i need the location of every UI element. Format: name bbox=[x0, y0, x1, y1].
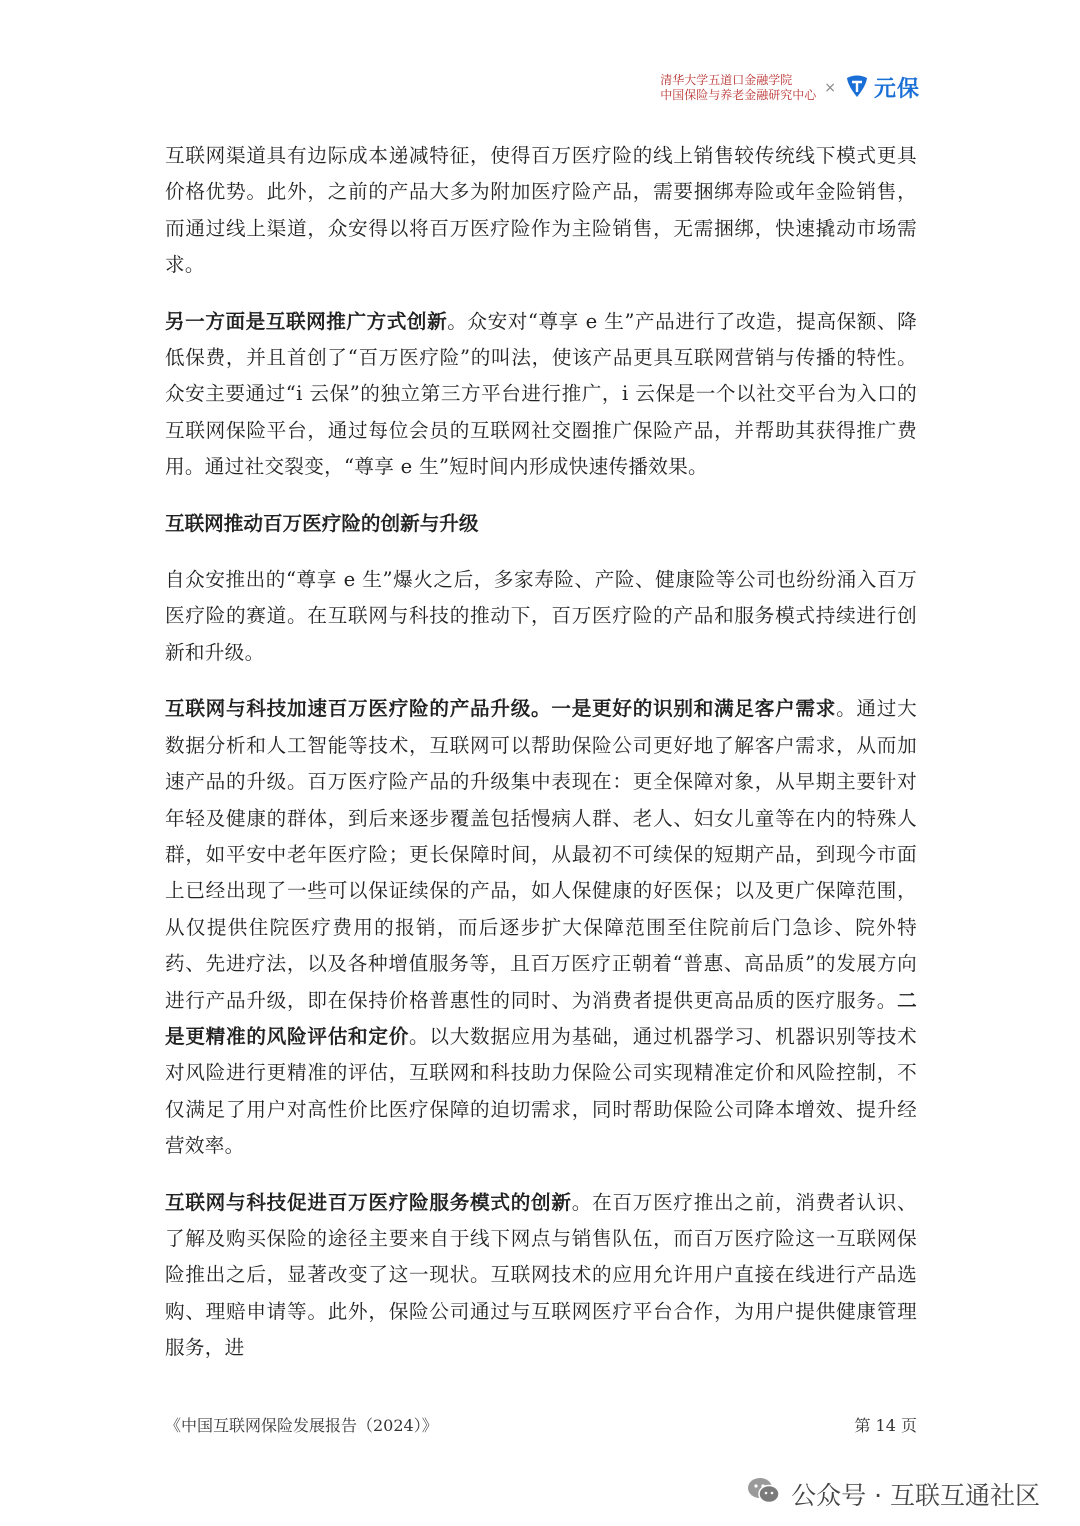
wechat-watermark bbox=[747, 1476, 1040, 1512]
wechat-icon bbox=[747, 1476, 791, 1512]
paragraph-5 bbox=[165, 1185, 917, 1367]
yuanbao-logo bbox=[844, 72, 920, 103]
paragraph-4-text-2: 。以大数据应用为基础，通过机器学习、机器识别等技术对风险进行更精准的评估，互联网和科技助力保险公司实现精准定价和风险控制，不仅满足了用户对高性价比医疗保障的迫切需求，同时帮助保险公司降本增效、提升经营效率。 bbox=[165, 1024, 918, 1158]
paragraph-5-text: 。在百万医疗推出之前，消费者认识、了解及购买保险的途径主要来自于线下网点与销售队伍，而百万医疗险这一互联网保险推出之后，显著改变了这一现状。互联网技术的应用允许用户直接在线进行产品选购、理赔申请等。此外，保险公司通过与互联网医疗平台合作，为用户提供健康管理服务，进 bbox=[165, 1190, 918, 1360]
paragraph-5-lead: 互联网与科技促进百万医疗险服务模式的创新 bbox=[165, 1190, 572, 1214]
paragraph-2-lead: 另一方面是互联网推广方式创新 bbox=[165, 309, 448, 333]
page-header bbox=[660, 72, 920, 103]
paragraph-2 bbox=[165, 304, 917, 486]
report-title: 《中国互联网保险发展报告（2024）》 bbox=[165, 1416, 438, 1435]
page-number: 第 14 页 bbox=[854, 1416, 917, 1435]
section-heading: 互联网推动百万医疗险的创新与升级 bbox=[165, 511, 479, 535]
yuanbao-logo-text: 元保 bbox=[873, 77, 920, 102]
institution-line-2: 中国保险与养老金融研究中心 bbox=[660, 87, 817, 102]
collaboration-sign: × bbox=[824, 79, 836, 96]
paragraph-4-point-2: 二是更精准的风险评估和定价 bbox=[165, 988, 917, 1048]
watermark-text: 公众号 · 互联互通社区 bbox=[791, 1481, 1040, 1510]
page-footer bbox=[165, 1413, 917, 1436]
paragraph-4-text-1: 。通过大数据分析和人工智能等技术，互联网可以帮助保险公司更好地了解客户需求，从而加速产品的升级。百万医疗险产品的升级集中表现在：更全保障对象，从早期主要针对年轻及健康的群体，到后来逐步覆盖包括慢病人群、老人、妇女儿童等在内的特殊人群，如平安中老年医疗险；更长保障时间，从最初不可续保的短期产品，到现今市面上已经出现了一些可以保证续保的产品，如人保健康的好医保；以及更广保障范围，从仅提供住院医疗费用的报销，而后逐步扩大保障范围至住院前后门急诊、院外特药、先进疗法，以及各种增值服务等，且百万医疗正朝着“普惠、高品质”的发展方向进行产品升级，即在保持价格普惠性的同时、为消费者提供更高品质的医疗服务。 bbox=[165, 697, 917, 1012]
institution-line-1: 清华大学五道口金融学院 bbox=[660, 72, 793, 87]
page-body bbox=[165, 138, 917, 1387]
paragraph-4-lead: 互联网与科技加速百万医疗险的产品升级。一是更好的识别和满足客户需求 bbox=[165, 697, 837, 721]
yuanbao-logo-icon bbox=[844, 73, 870, 103]
paragraph-2-text: 。众安对“尊享 e 生”产品进行了改造，提高保额、降低保费，并且首创了“百万医疗险”的叫法，使该产品更具互联网营销与传播的特性。众安主要通过“i 云保”的独立第三方平台进行推广，i 云保是一个以社交平台为入口的互联网保险平台，通过每位会员的互联网社交圈推广保险产品，并帮助其获得推广费用。通过社交裂变，“尊享 e 生”短时间内形成快速传播效果。 bbox=[165, 309, 917, 479]
paragraph-1: 互联网渠道具有边际成本递减特征，使得百万医疗险的线上销售较传统线下模式更具价格优势。此外，之前的产品大多为附加医疗险产品，需要捆绑寿险或年金险销售，而通过线上渠道，众安得以将百万医疗险作为主险销售，无需捆绑，快速撬动市场需求。 bbox=[165, 144, 917, 277]
paragraph-4 bbox=[165, 691, 917, 1164]
paragraph-3: 自众安推出的“尊享 e 生”爆火之后，多家寿险、产险、健康险等公司也纷纷涌入百万医疗险的赛道。在互联网与科技的推动下，百万医疗险的产品和服务模式持续进行创新和升级。 bbox=[165, 568, 917, 664]
institution-name bbox=[660, 73, 816, 103]
